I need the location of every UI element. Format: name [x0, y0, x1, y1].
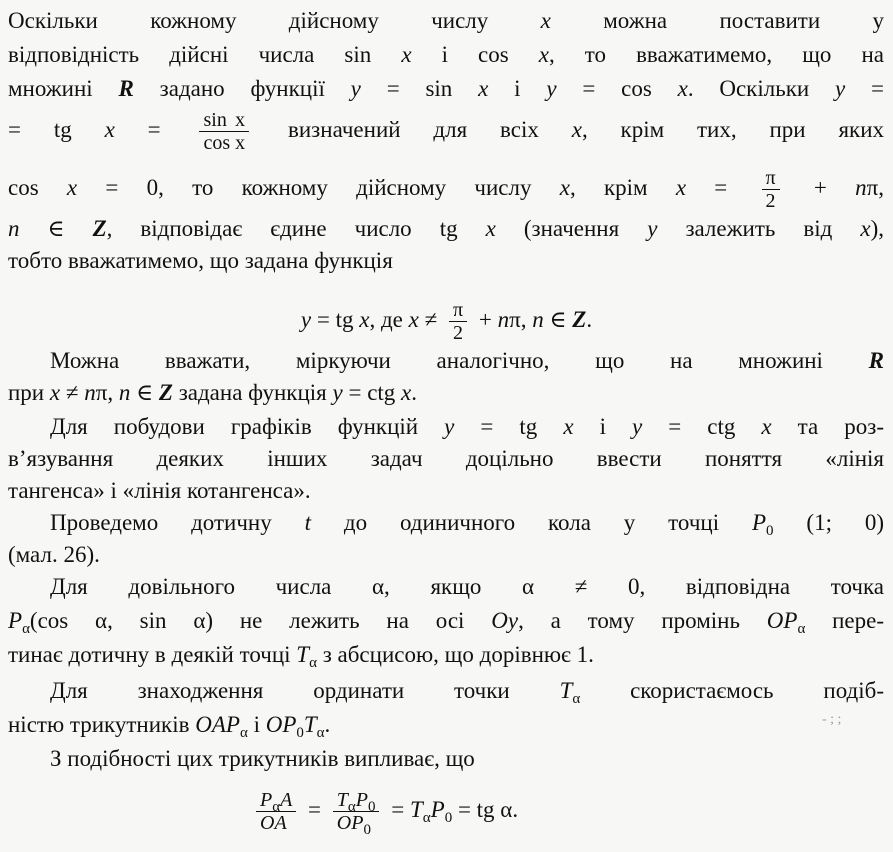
fraction-pi-over-2: $\frac{\pi}{2}$: [449, 300, 467, 343]
text-line: при x ≠ nπ, n ∈ Z задана функція y = ctg x.: [8, 380, 418, 405]
text-line: в’язування деяких інших задач доцільно ввести поняття «лінія: [8, 446, 884, 471]
fraction-pi-over-2: $\frac{\pi}{2}$: [762, 168, 780, 211]
text-line: Оскільки кожному дійсному числу x можна поставити у: [8, 8, 884, 33]
fraction-tp-over-op: $\frac{T_\alpha P_0}{OP_0}$: [333, 790, 380, 833]
text-line: (мал. 26).: [8, 542, 100, 567]
formula-tangent-definition: y = tg x, де x ≠ $\frac{\pi}{2}$ + nπ, n ∈ Z.: [300, 299, 593, 345]
formula-tangent-ratio: $\frac{P_\alpha A}{OA}$ = $\frac{T_\alpha P_0}{OP_0}$ = $T_\alpha P_0$ = tg α.: [250, 784, 850, 836]
text-line: Для побудови графіків функцій y = tg x і y = ctg x та роз-: [50, 414, 884, 439]
text-line-with-fraction: cos x = 0, то кожному дійсному числу x, крім x = $\frac{\pi}{2}$ + nπ,: [8, 167, 885, 213]
text-line: Можна вважати, міркуючи аналогічно, що на множині R: [50, 348, 884, 373]
text-line: n ∈ Z, відповідає єдине число tg x (значення y залежить від x),: [8, 216, 884, 241]
text-line: ністю трикутників $OAP_\alpha$ і $OP_0T_\alpha$.: [8, 712, 331, 741]
text-line: тобто вважатимемо, що задана функція: [8, 248, 393, 273]
text-line: Для довільного числа α, якщо α ≠ 0, відповідна точка: [50, 574, 884, 599]
fraction-sin-over-cos: $\frac{\text{sin x}}{\text{cos x}}$: [199, 110, 249, 153]
text-line: Для знаходження ординати точки $T_\alpha$ скористаємось подіб-: [50, 678, 884, 707]
fraction-pa-over-oa: $\frac{P_\alpha A}{OA}$: [256, 790, 296, 833]
bleed-through-mark: - ; ;: [822, 712, 842, 727]
text-line: тангенса» і «лінія котангенса».: [8, 478, 311, 503]
text-line: тинає дотичну в деякій точці $T_\alpha$ з абсцисою, що дорівнює 1.: [8, 642, 594, 671]
text-line-with-fraction: = tg x = $\frac{\text{sin x}}{\text{cos x}}$ визначений для всіх x, крім тих, при яких: [8, 109, 885, 155]
text-line: відповідність дійсні числа sin x і cos x, то вважатимемо, що на: [8, 42, 884, 67]
text-line: З подібності цих трикутників випливає, що: [50, 746, 475, 771]
text-line: множині R задано функції y = sin x і y = cos x. Оскільки y =: [8, 76, 884, 101]
text-line: Проведемо дотичну t до одиничного кола у точці $P_0$ (1; 0): [50, 510, 884, 539]
text-line: $P_\alpha(\cos$ α, sin α) не лежить на осі Oy, а тому промінь $OP_\alpha$ пере-: [8, 608, 884, 637]
